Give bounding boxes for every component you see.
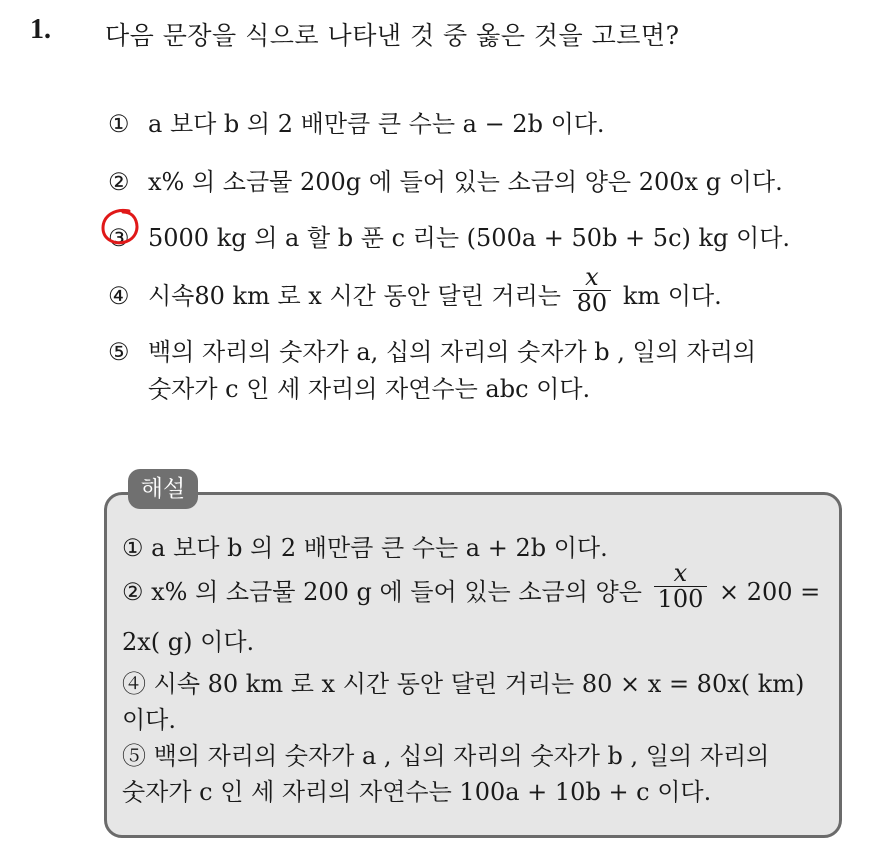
- solution-tag: 해설: [128, 469, 198, 509]
- choice-2[interactable]: [108, 162, 783, 197]
- solution-line-2-after: × 200 =: [719, 578, 821, 606]
- solution-fraction-numerator: x: [654, 561, 708, 587]
- choice-5-number: ⑤: [108, 338, 130, 366]
- solution-line-2: [122, 558, 821, 613]
- solution-line-1: ① a 보다 b 의 2 배만큼 큰 수는 a + 2b 이다.: [122, 534, 608, 562]
- choice-1[interactable]: [108, 104, 605, 139]
- choice-1-number: ①: [108, 110, 130, 138]
- solution-fraction-denominator: 100: [657, 585, 704, 613]
- choice-4-fraction: [573, 262, 612, 317]
- choice-3-text: 5000 kg 의 a 할 b 푼 c 리는 (500a + 50b + 5c) kg 이다.: [148, 224, 791, 252]
- solution-line-4: ④ 시속 80 km 로 x 시간 동안 달린 거리는 80 × x = 80x( km): [122, 670, 805, 698]
- choice-4-fraction-denominator: 80: [576, 289, 608, 317]
- choice-4-number: ④: [108, 282, 130, 310]
- choice-1-text: a 보다 b 의 2 배만큼 큰 수는 a − 2b 이다.: [148, 110, 605, 138]
- choice-5[interactable]: [108, 332, 756, 367]
- solution-line-7: 숫자가 c 인 세 자리의 자연수는 100a + 10b + c 이다.: [122, 778, 712, 806]
- choice-5-text: 백의 자리의 숫자가 a, 십의 자리의 숫자가 b , 일의 자리의: [148, 338, 757, 366]
- solution-fraction: [654, 558, 708, 613]
- choice-2-text: x% 의 소금물 200g 에 들어 있는 소금의 양은 200x g 이다.: [148, 168, 783, 196]
- question-number: 1.: [30, 14, 51, 45]
- choice-3-number: ③: [108, 224, 130, 252]
- question-text: 다음 문장을 식으로 나타낸 것 중 옳은 것을 고르면?: [105, 21, 680, 50]
- choice-3[interactable]: [108, 218, 790, 253]
- choice-4-fraction-numerator: x: [573, 265, 612, 291]
- choice-5-continuation: 숫자가 c 인 세 자리의 자연수는 abc 이다.: [148, 375, 591, 403]
- solution-line-6: ⑤ 백의 자리의 숫자가 a , 십의 자리의 숫자가 b , 일의 자리의: [122, 742, 770, 770]
- choice-2-number: ②: [108, 168, 130, 196]
- answer-mark-circle: [99, 207, 143, 247]
- solution-line-2-before: ② x% 의 소금물 200 g 에 들어 있는 소금의 양은: [122, 578, 642, 606]
- solution-line-5: 이다.: [122, 706, 176, 734]
- choice-4[interactable]: [108, 262, 722, 317]
- choice-4-text-after: km 이다.: [622, 282, 722, 310]
- solution-line-3: 2x( g) 이다.: [122, 628, 255, 656]
- choice-4-text-before: 시속80 km 로 x 시간 동안 달린 거리는: [148, 282, 561, 310]
